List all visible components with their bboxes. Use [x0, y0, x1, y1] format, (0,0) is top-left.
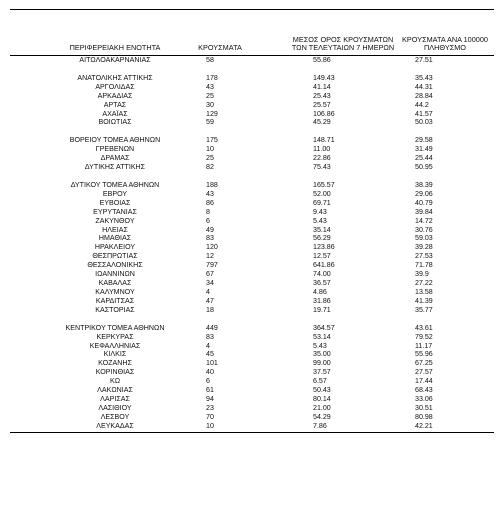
region-cell: ΕΒΡΟΥ [102, 189, 128, 198]
region-cell: ΕΥΡΥΤΑΝΙΑΣ [93, 207, 137, 216]
table-row [10, 199, 494, 208]
avg-cell: 6.57 [313, 377, 327, 386]
avg-cell: 5.43 [313, 216, 327, 225]
region-cell: ΗΜΑΘΙΑΣ [98, 234, 132, 243]
per-100000-cell: 28.84 [415, 91, 433, 100]
table-row [10, 226, 494, 235]
avg-cell: 165.57 [313, 180, 335, 189]
table-row [10, 270, 494, 279]
cases-cell: 188 [206, 180, 218, 189]
avg-cell: 21.00 [313, 403, 331, 412]
avg-cell: 54.29 [313, 412, 331, 421]
per-100000-cell: 25.44 [415, 154, 433, 163]
cases-cell: 34 [206, 279, 214, 288]
table-row [10, 359, 494, 368]
avg-cell: 25.43 [313, 91, 331, 100]
region-cell: ΚΕΝΤΡΙΚΟΥ ΤΟΜΕΑ ΑΘΗΝΩΝ [65, 323, 165, 332]
avg-cell: 123.86 [313, 243, 335, 252]
cases-cell: 47 [206, 296, 214, 305]
avg-cell: 56.29 [313, 234, 331, 243]
per-100000-cell: 41.39 [415, 296, 433, 305]
table-row [10, 261, 494, 270]
table-row [10, 92, 494, 101]
region-cell: ΔΥΤΙΚΟΥ ΤΟΜΕΑ ΑΘΗΝΩΝ [70, 180, 160, 189]
cases-cell: 61 [206, 386, 214, 395]
avg-cell: 69.71 [313, 198, 331, 207]
table-row [10, 386, 494, 395]
cases-cell: 58 [206, 56, 214, 64]
per-100000-cell: 67.25 [415, 359, 433, 368]
cases-cell: 43 [206, 189, 214, 198]
table-row [10, 422, 494, 431]
table-row [10, 377, 494, 386]
avg-cell: 35.00 [313, 350, 331, 359]
per-100000-cell: 44.31 [415, 82, 433, 91]
table-row [10, 288, 494, 297]
cases-cell: 83 [206, 234, 214, 243]
region-cell: ΒΟΙΩΤΙΑΣ [98, 118, 132, 127]
region-cell: ΛΑΡΙΣΑΣ [100, 395, 130, 404]
header-per-100000 [390, 36, 500, 53]
region-cell: ΑΙΤΩΛΟΑΚΑΡΝΑΝΙΑΣ [79, 56, 151, 64]
per-100000-cell: 30.76 [415, 225, 433, 234]
region-cell: ΚΙΛΚΙΣ [103, 350, 127, 359]
region-cell: ΗΛΕΙΑΣ [102, 225, 128, 234]
table-row [10, 368, 494, 377]
per-100000-cell: 39.28 [415, 243, 433, 252]
cases-cell: 101 [206, 359, 218, 368]
spacer-row [10, 172, 494, 181]
avg-cell: 5.43 [313, 341, 327, 350]
per-100000-cell: 40.79 [415, 198, 433, 207]
table-row [10, 217, 494, 226]
avg-cell: 9.43 [313, 207, 327, 216]
avg-cell: 641.86 [313, 261, 335, 270]
avg-cell: 35.14 [313, 225, 331, 234]
header-cases: ΚΡΟΥΣΜΑΤΑ [198, 43, 242, 53]
table-row [10, 252, 494, 261]
region-cell: ΑΡΚΑΔΙΑΣ [97, 91, 133, 100]
table-row [10, 145, 494, 154]
avg-cell: 148.71 [313, 136, 335, 145]
avg-cell: 31.86 [313, 296, 331, 305]
table-row [10, 181, 494, 190]
cases-cell: 797 [206, 261, 218, 270]
cases-cell: 43 [206, 82, 214, 91]
table-row [10, 413, 494, 422]
table-row [10, 279, 494, 288]
table-row [10, 324, 494, 333]
region-cell: ΚΩ [109, 377, 121, 386]
avg-cell: 45.29 [313, 118, 331, 127]
per-100000-cell: 17.44 [415, 377, 433, 386]
per-100000-cell: 50.95 [415, 163, 433, 172]
header-per-line2: ΠΛΗΘΥΣΜΟ [424, 43, 466, 53]
per-100000-cell: 59.03 [415, 234, 433, 243]
cases-cell: 40 [206, 368, 214, 377]
avg-cell: 50.43 [313, 386, 331, 395]
cases-cell: 25 [206, 154, 214, 163]
spacer-row [10, 127, 494, 136]
avg-cell: 19.71 [313, 305, 331, 314]
avg-cell: 364.57 [313, 323, 335, 332]
table-row [10, 333, 494, 342]
avg-cell: 55.86 [313, 56, 331, 64]
table-row [10, 306, 494, 315]
cases-cell: 59 [206, 118, 214, 127]
table-row [10, 56, 494, 65]
region-cell: ΓΡΕΒΕΝΩΝ [95, 145, 135, 154]
cases-cell: 25 [206, 91, 214, 100]
region-cell: ΛΑΣΙΘΙΟΥ [98, 403, 132, 412]
per-100000-cell: 71.78 [415, 261, 433, 270]
per-100000-cell: 11.17 [415, 341, 433, 350]
cases-cell: 23 [206, 403, 214, 412]
bottom-rule [10, 432, 494, 433]
per-100000-cell: 68.43 [415, 386, 433, 395]
per-100000-cell: 41.57 [415, 109, 433, 118]
cases-cell: 178 [206, 73, 218, 82]
region-cell: ΚΕΡΚΥΡΑΣ [96, 332, 134, 341]
cases-cell: 94 [206, 395, 214, 404]
avg-cell: 149.43 [313, 73, 335, 82]
per-100000-cell: 55.96 [415, 350, 433, 359]
avg-cell: 106.86 [313, 109, 335, 118]
cases-cell: 129 [206, 109, 218, 118]
per-100000-cell: 29.58 [415, 136, 433, 145]
header-region: ΠΕΡΙΦΕΡΕΙΑΚΗ ΕΝΟΤΗΤΑ [69, 43, 161, 53]
avg-cell: 22.86 [313, 154, 331, 163]
table-row [10, 110, 494, 119]
header-avg-7-days [278, 36, 408, 53]
table-row [10, 243, 494, 252]
cases-cell: 8 [206, 207, 210, 216]
cases-cell: 45 [206, 350, 214, 359]
avg-cell: 41.14 [313, 82, 331, 91]
region-cell: ΚΑΛΥΜΝΟΥ [95, 287, 135, 296]
cases-cell: 83 [206, 332, 214, 341]
table-row [10, 234, 494, 243]
region-cell: ΖΑΚΥΝΘΟΥ [95, 216, 135, 225]
table-row [10, 118, 494, 127]
header-avg-line1: ΜΕΣΟΣ ΟΡΟΣ ΚΡΟΥΣΜΑΤΩΝ [292, 34, 394, 44]
per-100000-cell: 39.9 [415, 270, 429, 279]
table-row [10, 74, 494, 83]
region-cell: ΘΕΣΣΑΛΟΝΙΚΗΣ [87, 261, 143, 270]
per-100000-cell: 35.43 [415, 73, 433, 82]
table-row [10, 154, 494, 163]
cases-cell: 449 [206, 323, 218, 332]
per-100000-cell: 79.52 [415, 332, 433, 341]
table-row [10, 101, 494, 110]
cases-cell: 4 [206, 341, 210, 350]
table-row [10, 83, 494, 92]
table-row [10, 297, 494, 306]
cases-cell: 6 [206, 216, 210, 225]
table-row [10, 190, 494, 199]
cases-cell: 30 [206, 100, 214, 109]
per-100000-cell: 31.49 [415, 145, 433, 154]
region-cell: ΑΡΓΟΛΙΔΑΣ [95, 82, 135, 91]
cases-cell: 10 [206, 421, 214, 430]
avg-cell: 74.00 [313, 270, 331, 279]
cases-cell: 175 [206, 136, 218, 145]
avg-cell: 7.86 [313, 421, 327, 430]
per-100000-cell: 27.53 [415, 252, 433, 261]
region-cell: ΚΟΖΑΝΗΣ [98, 359, 132, 368]
table-row [10, 136, 494, 145]
table-row [10, 395, 494, 404]
region-cell: ΚΑΒΑΛΑΣ [98, 279, 132, 288]
per-100000-cell: 35.77 [415, 305, 433, 314]
region-cell: ΑΧΑΪΑΣ [102, 109, 128, 118]
avg-cell: 52.00 [313, 189, 331, 198]
spacer-row [10, 315, 494, 324]
per-100000-cell: 50.03 [415, 118, 433, 127]
cases-cell: 82 [206, 163, 214, 172]
region-cell: ΛΕΥΚΑΔΑΣ [96, 421, 134, 430]
table-row [10, 404, 494, 413]
per-100000-cell: 27.51 [415, 56, 433, 64]
region-cell: ΛΑΚΩΝΙΑΣ [97, 386, 133, 395]
region-cell: ΕΥΒΟΙΑΣ [99, 198, 131, 207]
cases-cell: 70 [206, 412, 214, 421]
per-100000-cell: 33.06 [415, 395, 433, 404]
cases-cell: 67 [206, 270, 214, 279]
table-row [10, 163, 494, 172]
region-cell: ΚΟΡΙΝΘΙΑΣ [95, 368, 135, 377]
avg-cell: 99.00 [313, 359, 331, 368]
avg-cell: 4.86 [313, 287, 327, 296]
cases-cell: 120 [206, 243, 218, 252]
avg-cell: 75.43 [313, 163, 331, 172]
cases-table [10, 9, 494, 433]
region-cell: ΑΡΤΑΣ [103, 100, 127, 109]
table-header [10, 10, 494, 55]
header-avg-line2: ΤΩΝ ΤΕΛΕΥΤΑΙΩΝ 7 ΗΜΕΡΩΝ [291, 43, 395, 53]
cases-cell: 6 [206, 377, 210, 386]
region-cell: ΚΑΡΔΙΤΣΑΣ [95, 296, 135, 305]
region-cell: ΘΕΣΠΡΩΤΙΑΣ [92, 252, 138, 261]
per-100000-cell: 42.21 [415, 421, 433, 430]
table-row [10, 342, 494, 351]
cases-cell: 18 [206, 305, 214, 314]
per-100000-cell: 39.84 [415, 207, 433, 216]
region-cell: ΙΩΑΝΝΙΝΩΝ [95, 270, 135, 279]
per-100000-cell: 44.2 [415, 100, 429, 109]
avg-cell: 37.57 [313, 368, 331, 377]
per-100000-cell: 27.57 [415, 368, 433, 377]
avg-cell: 80.14 [313, 395, 331, 404]
avg-cell: 11.00 [313, 145, 331, 154]
region-cell: ΚΕΦΑΛΛΗΝΙΑΣ [89, 341, 141, 350]
per-100000-cell: 13.58 [415, 287, 433, 296]
cases-cell: 86 [206, 198, 214, 207]
region-cell: ΔΥΤΙΚΗΣ ΑΤΤΙΚΗΣ [84, 163, 146, 172]
cases-cell: 10 [206, 145, 214, 154]
avg-cell: 36.57 [313, 279, 331, 288]
avg-cell: 53.14 [313, 332, 331, 341]
region-cell: ΒΟΡΕΙΟΥ ΤΟΜΕΑ ΑΘΗΝΩΝ [69, 136, 161, 145]
region-cell: ΗΡΑΚΛΕΙΟΥ [94, 243, 136, 252]
region-cell: ΑΝΑΤΟΛΙΚΗΣ ΑΤΤΙΚΗΣ [77, 73, 153, 82]
header-per-line1: ΚΡΟΥΣΜΑΤΑ ΑΝΑ 100000 [402, 34, 488, 44]
per-100000-cell: 80.98 [415, 412, 433, 421]
per-100000-cell: 30.51 [415, 403, 433, 412]
avg-cell: 12.57 [313, 252, 331, 261]
table-body [10, 56, 494, 431]
cases-cell: 12 [206, 252, 214, 261]
table-row [10, 350, 494, 359]
table-row [10, 208, 494, 217]
cases-cell: 49 [206, 225, 214, 234]
per-100000-cell: 14.72 [415, 216, 433, 225]
cases-cell: 4 [206, 287, 210, 296]
per-100000-cell: 27.22 [415, 279, 433, 288]
region-cell: ΔΡΑΜΑΣ [100, 154, 130, 163]
per-100000-cell: 29.06 [415, 189, 433, 198]
avg-cell: 25.57 [313, 100, 331, 109]
spacer-row [10, 65, 494, 74]
per-100000-cell: 43.61 [415, 323, 433, 332]
region-cell: ΚΑΣΤΟΡΙΑΣ [95, 305, 135, 314]
per-100000-cell: 38.39 [415, 180, 433, 189]
region-cell: ΛΕΣΒΟΥ [100, 412, 130, 421]
